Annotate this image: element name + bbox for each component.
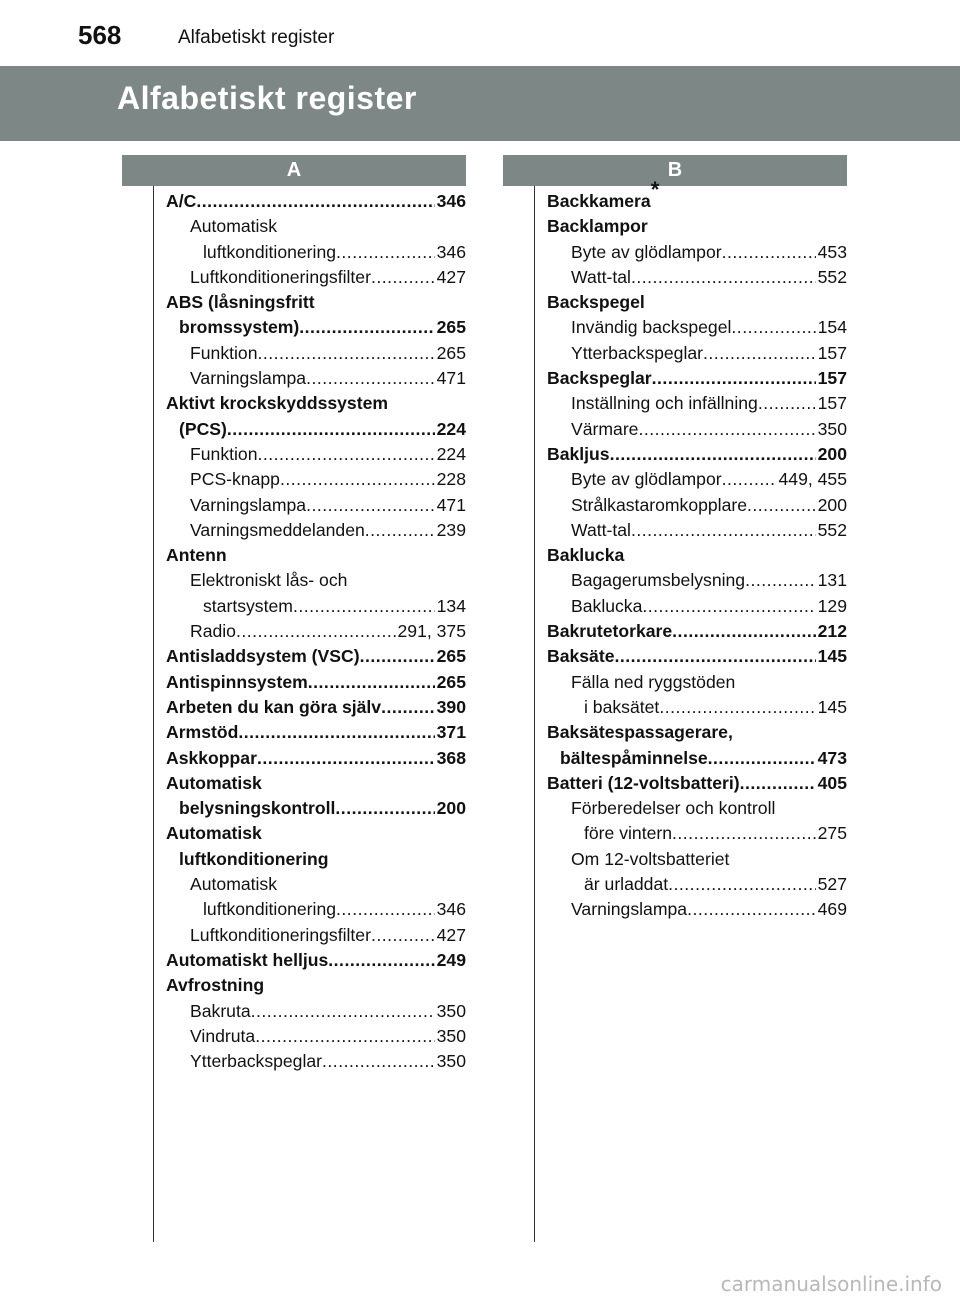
index-entry: Avfrostning	[166, 975, 265, 996]
index-entry: Backkamera*	[547, 177, 660, 211]
index-subentry: Elektroniskt lås- och	[190, 570, 348, 591]
index-subentry: Invändig backspegel ..... 154	[547, 315, 847, 340]
index-entry: Backspegel	[547, 292, 645, 313]
running-title: Alfabetiskt register	[178, 27, 335, 48]
index-entry: Automatisk	[166, 772, 262, 793]
index-entry: Bakljus ..... 200	[547, 442, 847, 467]
index-entry: Automatisk	[166, 823, 262, 844]
asterisk-mark: *	[650, 177, 660, 203]
index-subentry: Funktion ..... 265	[166, 341, 466, 366]
index-subentry: Radio ..... 291, 375	[166, 619, 466, 644]
column-b-rule	[534, 186, 535, 1242]
index-entry: Aktivt krockskyddssystem	[166, 393, 388, 414]
index-entry: Arbeten du kan göra själv ..... 390	[166, 695, 466, 720]
index-subentry: Luftkonditioneringsfilter ..... 427	[166, 265, 466, 290]
index-subentry: före vintern ..... 275	[547, 821, 847, 846]
page-header	[0, 0, 960, 62]
index-subentry: luftkonditionering ..... 346	[166, 897, 466, 922]
index-subentry: Värmare ..... 350	[547, 417, 847, 442]
index-subentry: Funktion ..... 224	[166, 442, 466, 467]
index-subentry: Varningslampa ..... 471	[166, 366, 466, 391]
section-a-header: A	[122, 155, 466, 186]
index-entry: A/C ..... 346	[166, 189, 466, 214]
column-a-rule	[153, 186, 154, 1242]
index-subentry: Om 12-voltsbatteriet	[571, 848, 730, 869]
index-entry: Antispinnsystem ..... 265	[166, 670, 466, 695]
index-subentry: Bakruta ..... 350	[166, 999, 466, 1024]
index-entry: bromssystem) ..... 265	[166, 315, 466, 340]
index-subentry: luftkonditionering ..... 346	[166, 240, 466, 265]
index-entry: belysningskontroll ..... 200	[166, 796, 466, 821]
index-subentry: i baksätet ..... 145	[547, 695, 847, 720]
index-entry: Antisladdsystem (VSC) ..... 265	[166, 644, 466, 669]
index-subentry: PCS-knapp ..... 228	[166, 467, 466, 492]
index-entry: ABS (låsningsfritt	[166, 292, 315, 313]
index-subentry: är urladdat ..... 527	[547, 872, 847, 897]
watermark: carmanualsonline.info	[720, 1272, 942, 1296]
index-subentry: Watt-tal ..... 552	[547, 265, 847, 290]
index-subentry: Automatisk	[190, 216, 278, 237]
index-subentry: Bagagerumsbelysning ..... 131	[547, 568, 847, 593]
index-subentry: Ytterbackspeglar ..... 157	[547, 341, 847, 366]
index-entry: Batteri (12-voltsbatteri) ..... 405	[547, 771, 847, 796]
index-entry: Backlampor	[547, 216, 648, 237]
index-entry: Antenn	[166, 545, 227, 566]
index-entry: Automatiskt helljus ..... 249	[166, 948, 466, 973]
index-subentry: Automatisk	[190, 874, 278, 895]
index-subentry: Watt-tal ..... 552	[547, 518, 847, 543]
index-subentry: Luftkonditioneringsfilter ..... 427	[166, 923, 466, 948]
index-subentry: Varningslampa ..... 469	[547, 897, 847, 922]
page-number: 568	[78, 20, 122, 50]
index-entry: (PCS) ..... 224	[166, 417, 466, 442]
index-subentry: Fälla ned ryggstöden	[571, 671, 736, 692]
index-entry: Baklucka	[547, 545, 625, 566]
index-entry: Baksäte ..... 145	[547, 644, 847, 669]
index-subentry: Förberedelser och kontroll	[571, 798, 776, 819]
index-entry: luftkonditionering	[179, 848, 329, 869]
index-subentry: Ytterbackspeglar ..... 350	[166, 1049, 466, 1074]
index-subentry: Varningsmeddelanden ..... 239	[166, 518, 466, 543]
index-subentry: Byte av glödlampor ..... 449, 455	[547, 467, 847, 492]
index-column-a	[166, 189, 466, 1074]
index-subentry: Vindruta ..... 350	[166, 1024, 466, 1049]
page-title: Alfabetiskt register	[117, 80, 417, 116]
section-b-header: B	[503, 155, 847, 186]
index-entry: bältespåminnelse ..... 473	[547, 746, 847, 771]
index-subentry: Strålkastaromkopplare ..... 200	[547, 493, 847, 518]
index-subentry: Varningslampa ..... 471	[166, 493, 466, 518]
index-entry: Armstöd ..... 371	[166, 720, 466, 745]
index-subentry: Inställning och infällning ..... 157	[547, 391, 847, 416]
index-column-b	[547, 177, 847, 923]
index-entry: Askkoppar ..... 368	[166, 746, 466, 771]
index-entry: Baksätespassagerare,	[547, 722, 733, 743]
index-subentry: Baklucka ..... 129	[547, 594, 847, 619]
index-entry: Bakrutetorkare ..... 212	[547, 619, 847, 644]
index-subentry: Byte av glödlampor ..... 453	[547, 240, 847, 265]
index-subentry: startsystem ..... 134	[166, 594, 466, 619]
index-entry: Backspeglar ..... 157	[547, 366, 847, 391]
